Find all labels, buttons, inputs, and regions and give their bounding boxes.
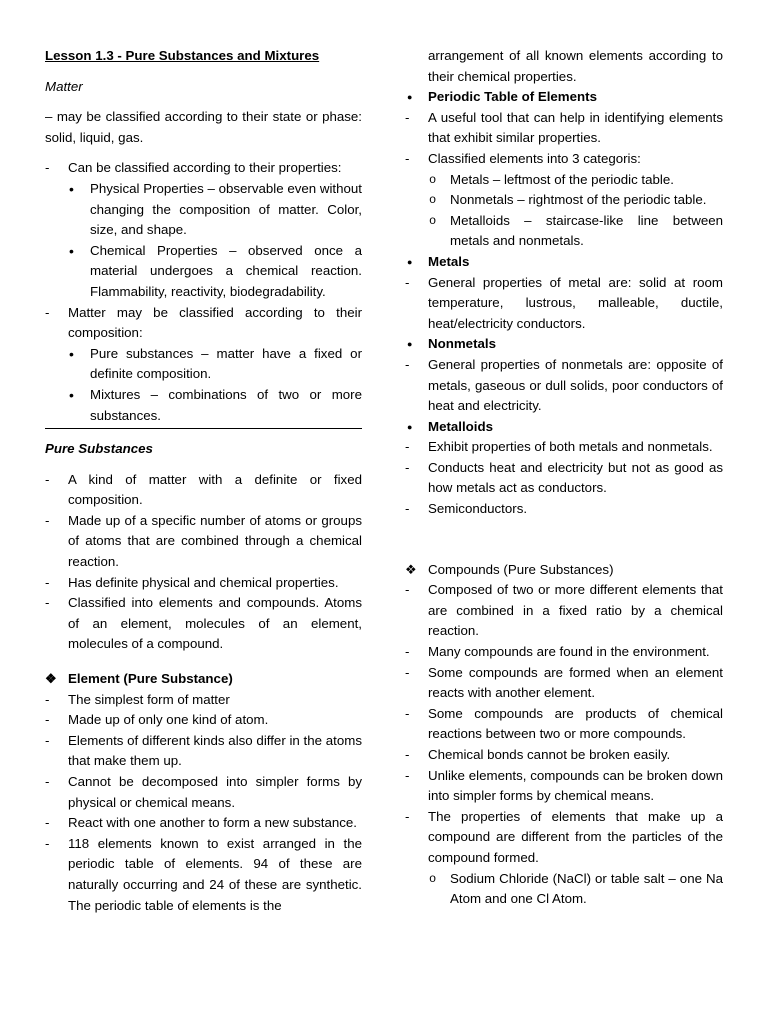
element-item: - The simplest form of matter [45,690,362,711]
pure-substances-heading: Pure Substances [45,441,153,457]
chemical-properties-bullet: • Chemical Properties – observed once a material undergoes a chemical reaction. Flammability, reactivity, biodegradability. [45,241,362,303]
metalloids-heading: ● Metalloids [405,417,723,438]
left-column [45,0,362,916]
metals-heading: ● Metals [405,252,723,273]
element-item: - Made up of only one kind of atom. [45,710,362,731]
pure-substance-item: - A kind of matter with a definite or fixed composition. [45,470,362,511]
periodic-table-item: - A useful tool that can help in identifying elements that exhibit similar properties. [405,108,723,149]
compounds-item: - Many compounds are found in the environment. [405,642,723,663]
metalloids-item: - Semiconductors. [405,499,723,520]
category-metals: o Metals – leftmost of the periodic table. [405,170,723,191]
matter-intro: – may be classified according to their state or phase: solid, liquid, gas. [45,109,362,145]
lesson-title: Lesson 1.3 - Pure Substances and Mixtures [45,48,320,63]
element-item: - Elements of different kinds also differ in the atoms that make them up. [45,731,362,772]
continued-text [405,46,723,87]
compounds-item: - Composed of two or more different elements that are combined in a fixed ratio by a chemical reaction. [405,580,723,642]
element-item: - Cannot be decomposed into simpler forms by physical or chemical means. [45,772,362,813]
continued-text-span: arrangement of all known elements according to their chemical properties. [428,48,723,84]
metals-item: - General properties of metal are: solid at room temperature, lustrous, malleable, ductile, heat/electricity conductors. [405,273,723,335]
pure-substance-item: - Classified into elements and compounds. Atoms of an element, molecules of an element, molecules of a compound. [45,593,362,655]
pure-substances-bullet: • Pure substances – matter have a fixed or definite composition. [45,344,362,385]
compounds-item: - The properties of elements that make up a compound are different from the particles of the compound formed. [405,807,723,869]
element-heading: ❖ Element (Pure Substance) [45,669,362,690]
compounds-item: - Some compounds are products of chemical reactions between two or more compounds. [405,704,723,745]
matter-properties-item: - Can be classified according to their properties: [45,158,362,179]
physical-properties-bullet: • Physical Properties – observable even without changing the composition of matter. Color, size, and shape. [45,179,362,241]
nonmetals-item: - General properties of nonmetals are: opposite of metals, gaseous or dull solids, poor conductors of heat and electricity. [405,355,723,417]
matter-composition-item: - Matter may be classified according to their composition: [45,303,362,344]
metalloids-item: - Exhibit properties of both metals and nonmetals. [405,437,723,458]
right-column [405,0,723,910]
periodic-table-heading: ● Periodic Table of Elements [405,87,723,108]
matter-heading: Matter [45,78,83,94]
category-nonmetals: o Nonmetals – rightmost of the periodic table. [405,190,723,211]
category-metalloids: o Metalloids – staircase-like line between metals and nonmetals. [405,211,723,252]
element-item: - 118 elements known to exist arranged in the periodic table of elements. 94 of these are naturally occurring and 24 of these are synthetic. The periodic table of elements is the [45,834,362,916]
compounds-item: - Chemical bonds cannot be broken easily. [405,745,723,766]
compound-example: o Sodium Chloride (NaCl) or table salt – one Na Atom and one Cl Atom. [405,869,723,910]
compounds-item: - Unlike elements, compounds can be broken down into simpler forms by chemical means. [405,766,723,807]
nonmetals-heading: ● Nonmetals [405,334,723,355]
metalloids-item: - Conducts heat and electricity but not as good as how metals act as conductors. [405,458,723,499]
compounds-item: - Some compounds are formed when an element reacts with another element. [405,663,723,704]
mixtures-bullet: • Mixtures – combinations of two or more substances. [45,385,362,426]
periodic-table-item: - Classified elements into 3 categoris: [405,149,723,170]
pure-substance-item: - Has definite physical and chemical properties. [45,573,362,594]
compounds-heading: ❖ Compounds (Pure Substances) [405,560,723,581]
element-item: - React with one another to form a new substance. [45,813,362,834]
pure-substance-item: - Made up of a specific number of atoms or groups of atoms that are combined through a chemical reaction. [45,511,362,573]
